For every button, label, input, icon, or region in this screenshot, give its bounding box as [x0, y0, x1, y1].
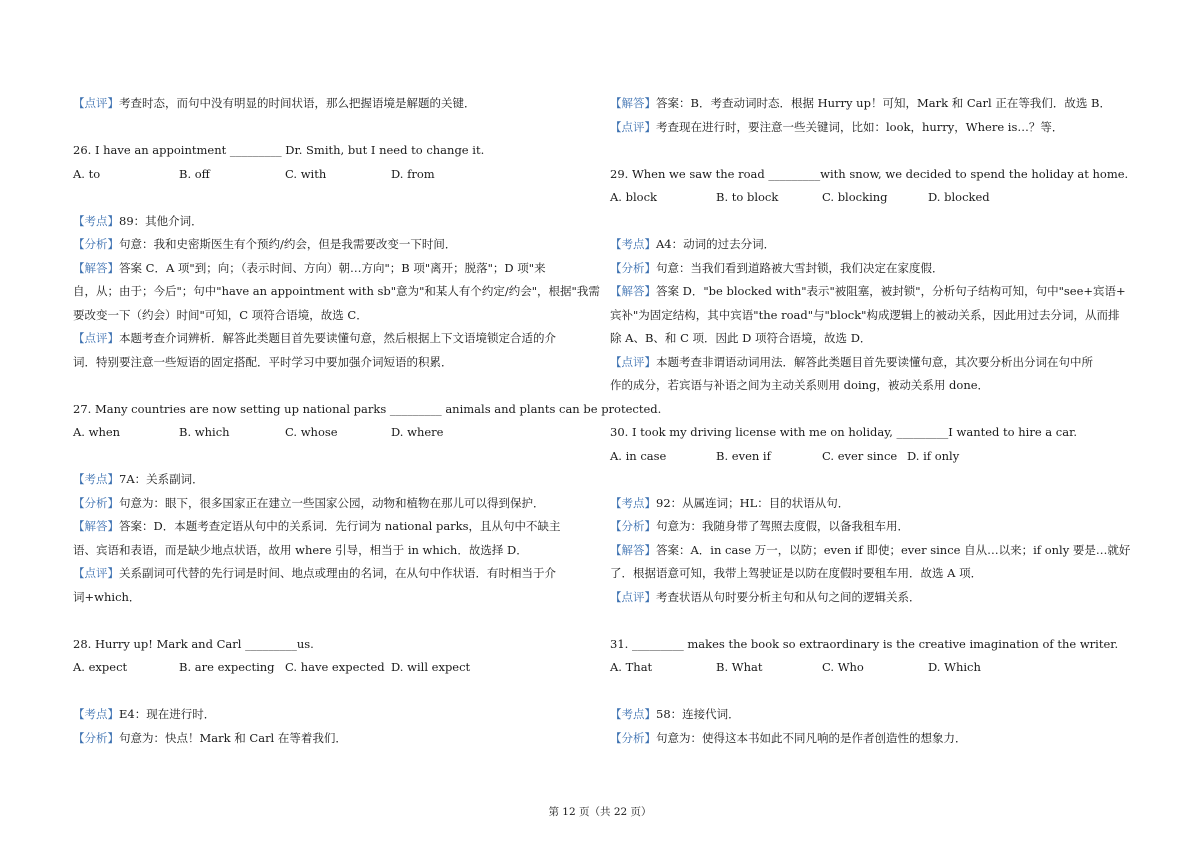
- q30-option-a: A. in case: [610, 448, 667, 463]
- page-footer: 第 12 页（共 22 页）: [548, 806, 652, 818]
- q26-jieda-2: 自，从；由于；今后"；句中"have an appointment with sb"意为"和某人有个约定/约会"，根据"我需: [73, 284, 600, 298]
- section-tag: 【解答】: [610, 542, 656, 557]
- section-tag: 【分析】: [610, 730, 656, 745]
- section-tag: 【分析】: [610, 519, 656, 533]
- section-tag: 【分析】: [73, 730, 119, 745]
- q26-option-c: C. with: [285, 166, 327, 181]
- q29-option-c: C. blocking: [822, 190, 888, 204]
- q28-option-d: D. will expect: [391, 660, 471, 674]
- q29-option-d: D. blocked: [928, 190, 990, 204]
- section-tag: 【考点】: [610, 237, 656, 251]
- section-tag: 【考点】: [73, 707, 119, 721]
- q27-dianping-1: 【点评】关系副词可代替的先行词是时间、地点或理由的名词，在从句中作状语．有时相当于介: [73, 566, 556, 580]
- q28-question: 28. Hurry up! Mark and Carl _________us.: [73, 636, 314, 651]
- q29-jieda-3: 除 A、B、和 C 项．因此 D 项符合语境，故选 D．: [610, 331, 872, 345]
- q30-jieda-1: 【解答】答案：A．in case 万一，以防；even if 即使；ever since 自从…以来；if only 要是…就好: [610, 542, 1131, 557]
- q28-option-b: B. are expecting: [179, 660, 275, 674]
- section-tag: 【考点】: [610, 495, 656, 510]
- q27-jieda-1: 【解答】答案：D．本题考查定语从句中的关系词．先行词为 national parks，且从句中不缺主: [73, 519, 561, 533]
- section-tag: 【分析】: [73, 495, 119, 510]
- q30-option-b: B. even if: [716, 448, 771, 463]
- section-tag: 【解答】: [610, 96, 656, 110]
- section-tag: 【点评】: [610, 119, 656, 134]
- q29-fenxi: 【分析】句意：当我们看到道路被大雪封锁，我们决定在家度假．: [610, 260, 944, 275]
- q30-dianping: 【点评】考查状语从句时要分析主句和从句之间的逻辑关系．: [610, 589, 921, 604]
- q26-question: 26. I have an appointment _________ Dr. Smith, but I need to change it.: [73, 143, 485, 157]
- q26-jieda-1: 【解答】答案 C．A 项"到；向；（表示时间、方向）朝…方向"；B 项"离开；脱落"；D 项"来: [73, 260, 546, 275]
- q29-options: [610, 186, 1130, 210]
- q27-dianping-2: 词+which．: [73, 589, 141, 604]
- q29-option-b: B. to block: [716, 190, 779, 204]
- q26-fenxi: 【分析】句意：我和史密斯医生有个预约/约会，但是我需要改变一下时间．: [73, 237, 457, 251]
- q27-option-d: D. where: [391, 425, 444, 439]
- q27-option-a: A. when: [73, 425, 121, 439]
- section-tag: 【点评】: [610, 589, 656, 604]
- section-tag: 【分析】: [610, 260, 656, 275]
- q31-option-d: D. Which: [928, 660, 981, 674]
- q29-kaodian: 【考点】A4：动词的过去分词．: [610, 237, 776, 251]
- q28-kaodian: 【考点】E4：现在进行时．: [73, 707, 216, 721]
- q26-options: [73, 163, 593, 187]
- q28-fenxi: 【分析】句意为：快点！Mark 和 Carl 在等着我们．: [73, 730, 347, 745]
- section-tag: 【解答】: [73, 260, 119, 275]
- q28-option-c: C. have expected: [285, 660, 385, 674]
- q26-jieda-3: 要改变一下（约会）时间"可知，C 项符合语境，故选 C．: [73, 307, 368, 322]
- section-tag: 【解答】: [610, 284, 656, 298]
- q31-option-c: C. Who: [822, 660, 864, 674]
- section-tag: 【考点】: [73, 213, 119, 228]
- q27-jieda-2: 语、宾语和表语，而是缺少地点状语，故用 where 引导，相当于 in which．故选择 D．: [73, 542, 528, 557]
- q31-options: [610, 656, 1130, 680]
- q27-question: 27. Many countries are now setting up national parks _________ animals and plants can be protected.: [73, 401, 662, 416]
- q29-jieda-2: 宾补"为固定结构，其中宾语"the road"与"block"构成逻辑上的被动关系，因此用过去分词，从而排: [610, 307, 1120, 322]
- q27-option-c: C. whose: [285, 425, 338, 439]
- q29-jieda-1: 【解答】答案 D．"be blocked with"表示"被阻塞，被封锁"，分析句子结构可知，句中"see+宾语+: [610, 284, 1126, 298]
- q26-dianping-1: 【点评】本题考查介词辨析．解答此类题目首先要读懂句意，然后根据上下文语境锁定合适的介: [73, 331, 556, 345]
- q26-option-d: D. from: [391, 166, 435, 181]
- q30-jieda-2: 了．根据语意可知，我带上驾驶证是以防在度假时要租车用．故选 A 项．: [610, 566, 983, 580]
- section-tag: 【考点】: [610, 707, 656, 721]
- q31-fenxi: 【分析】句意为：使得这本书如此不同凡响的是作者创造性的想象力．: [610, 730, 967, 745]
- q28-dianping: 【点评】考查现在进行时，要注意一些关键词，比如：look，hurry，Where is…？等．: [610, 119, 1064, 134]
- q27-options: [73, 421, 593, 445]
- q31-option-a: A. That: [610, 660, 653, 674]
- section-tag: 【点评】: [610, 354, 656, 369]
- q26-option-b: B. off: [179, 166, 210, 181]
- q27-fenxi: 【分析】句意为：眼下，很多国家正在建立一些国家公园，动物和植物在那儿可以得到保护．: [73, 495, 545, 510]
- q29-option-a: A. block: [610, 190, 657, 204]
- right-column: [610, 92, 1130, 750]
- q25-comment: 【点评】考查时态，而句中没有明显的时间状语，那么把握语境是解题的关键．: [73, 96, 476, 110]
- section-tag: 【考点】: [73, 472, 119, 486]
- q27-option-b: B. which: [179, 425, 230, 439]
- section-tag: 【解答】: [73, 519, 119, 533]
- q30-options: [610, 445, 1130, 469]
- section-tag: 【分析】: [73, 237, 119, 251]
- q30-kaodian: 【考点】92：从属连词；HL：目的状语从句．: [610, 495, 850, 510]
- section-tag: 【点评】: [73, 96, 119, 110]
- q28-options: [73, 656, 593, 680]
- q26-option-a: A. to: [73, 166, 101, 181]
- q29-dianping-1: 【点评】本题考查非谓语动词用法．解答此类题目首先要读懂句意，其次要分析出分词在句中所: [610, 354, 1093, 369]
- q29-dianping-2: 作的成分，若宾语与补语之间为主动关系则用 doing，被动关系用 done．: [610, 378, 990, 392]
- q26-dianping-2: 词．特别要注意一些短语的固定搭配．平时学习中要加强介词短语的积累．: [73, 354, 453, 369]
- q31-option-b: B. What: [716, 660, 763, 674]
- q28-jieda: 【解答】答案：B．考查动词时态．根据 Hurry up！可知，Mark 和 Carl 正在等我们．故选 B．: [610, 96, 1111, 110]
- section-tag: 【点评】: [73, 331, 119, 345]
- q27-kaodian: 【考点】7A：关系副词．: [73, 472, 204, 486]
- q31-kaodian: 【考点】58：连接代词．: [610, 707, 740, 721]
- q30-question: 30. I took my driving license with me on holiday, _________I wanted to hire a car.: [610, 425, 1077, 439]
- q28-option-a: A. expect: [73, 660, 128, 674]
- q30-option-d: D. if only: [907, 448, 960, 463]
- q30-fenxi: 【分析】句意为：我随身带了驾照去度假，以备我租车用．: [610, 519, 909, 533]
- q30-option-c: C. ever since: [822, 448, 898, 463]
- q26-kaodian: 【考点】89：其他介词．: [73, 213, 203, 228]
- section-tag: 【点评】: [73, 566, 119, 580]
- q29-question: 29. When we saw the road _________with snow, we decided to spend the holiday at home.: [610, 166, 1129, 181]
- q31-question: 31. _________ makes the book so extraordinary is the creative imagination of the writer.: [610, 636, 1119, 651]
